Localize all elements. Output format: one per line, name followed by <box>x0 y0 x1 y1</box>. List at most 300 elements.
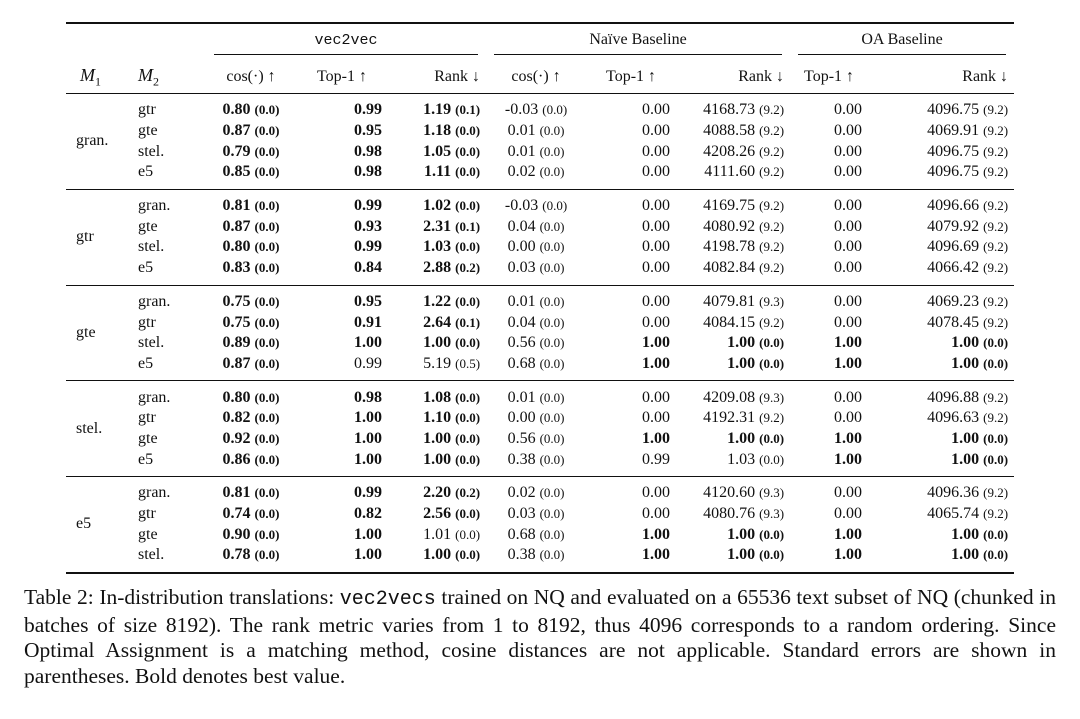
oa-rank-cell-value: 1.00 <box>951 546 980 564</box>
vec2vec-rank-cell-std-error: (0.1) <box>455 314 481 330</box>
vec2vec-top1-cell <box>296 429 388 450</box>
naive-rank-cell-value: 1.00 <box>727 429 756 447</box>
oa-rank-cell-value: 4096.66 <box>927 197 980 215</box>
naive-top1-cell <box>586 381 676 408</box>
naive-top1-cell <box>586 524 676 545</box>
vec2vec-rank-cell-value: 2.20 <box>423 484 452 502</box>
naive-cos-cell-value: 0.00 <box>507 238 536 256</box>
vec2vec-cos-cell <box>206 545 296 572</box>
vec2vec-top1-cell-value: 1.00 <box>354 525 382 543</box>
naive-cos-cell <box>486 477 586 504</box>
vec2vec-top1-cell <box>296 524 388 545</box>
naive-top1-cell-value: 0.00 <box>642 197 671 215</box>
m2-model-label: gran. <box>138 388 171 406</box>
vec2vec-rank-cell <box>388 477 486 504</box>
vec2vec-cos-cell-std-error: (0.0) <box>254 293 280 309</box>
naive-top1-cell-value: 1.00 <box>642 525 671 543</box>
oa-rank-cell-std-error: (9.2) <box>983 293 1009 309</box>
naive-cos-cell-value: 0.04 <box>507 217 536 235</box>
oa-rank-cell <box>868 216 1014 237</box>
naive-cos-cell-value: -0.03 <box>504 197 539 215</box>
naive-cos-cell-std-error: (0.0) <box>539 314 565 330</box>
naive-cos-cell-std-error: (0.0) <box>539 451 565 467</box>
naive-rank-cell-std-error: (9.2) <box>759 218 785 234</box>
vec2vec-rank-cell-value: 1.08 <box>423 388 452 406</box>
vec2vec-top1-cell-value: 1.00 <box>354 450 382 468</box>
vec2vec-top1-cell-value: 1.00 <box>354 409 382 427</box>
naive-cos-cell-std-error: (0.0) <box>539 335 565 351</box>
header-vec2vec-rank: Rank ↓ <box>434 68 481 85</box>
naive-top1-cell-value: 0.00 <box>642 238 671 256</box>
naive-cos-cell <box>486 408 586 429</box>
oa-rank-cell-value: 4066.42 <box>927 259 980 277</box>
vec2vec-rank-cell <box>388 162 486 189</box>
vec2vec-rank-cell-value: 1.10 <box>423 409 452 427</box>
header-vec2vec-top1: Top-1 ↑ <box>317 68 367 85</box>
oa-rank-cell <box>868 477 1014 504</box>
naive-rank-cell-value: 4082.84 <box>703 259 756 277</box>
naive-rank-cell <box>676 477 790 504</box>
vec2vec-rank-cell <box>388 237 486 258</box>
naive-cos-cell-value: 0.01 <box>507 142 536 160</box>
vec2vec-cos-cell-std-error: (0.0) <box>254 239 280 255</box>
naive-rank-cell-value: 4120.60 <box>703 484 756 502</box>
oa-top1-cell-value: 1.00 <box>834 334 863 352</box>
naive-top1-cell <box>586 94 676 121</box>
oa-top1-cell <box>790 477 868 504</box>
naive-top1-cell-value: 0.00 <box>642 292 671 310</box>
naive-top1-cell <box>586 504 676 525</box>
vec2vec-cos-cell <box>206 381 296 408</box>
table-row <box>66 312 1014 333</box>
group-vec2vec: vec2vec <box>206 24 486 61</box>
table-row <box>66 333 1014 354</box>
naive-rank-cell <box>676 545 790 572</box>
table-row <box>66 477 1014 504</box>
naive-top1-cell-value: 1.00 <box>642 354 671 372</box>
naive-cos-cell <box>486 524 586 545</box>
table-row <box>66 545 1014 572</box>
vec2vec-rank-cell-std-error: (0.0) <box>455 506 481 522</box>
vec2vec-rank-cell-std-error: (0.0) <box>455 239 481 255</box>
vec2vec-cos-cell <box>206 449 296 476</box>
vec2vec-cos-cell-value: 0.75 <box>222 313 251 331</box>
oa-top1-cell <box>790 524 868 545</box>
naive-rank-cell-value: 4088.58 <box>703 122 756 140</box>
m2-model-label: gran. <box>138 484 171 502</box>
oa-rank-cell <box>868 121 1014 142</box>
vec2vec-cos-cell-value: 0.87 <box>222 354 251 372</box>
oa-rank-cell-value: 4069.91 <box>927 122 980 140</box>
vec2vec-rank-cell-std-error: (0.2) <box>455 485 481 501</box>
oa-rank-cell-std-error: (0.0) <box>983 547 1009 563</box>
vec2vec-rank-cell <box>388 333 486 354</box>
vec2vec-rank-cell-std-error: (0.0) <box>455 526 481 542</box>
vec2vec-cos-cell-std-error: (0.0) <box>254 143 280 159</box>
vec2vec-rank-cell-std-error: (0.0) <box>455 198 481 214</box>
oa-rank-cell-value: 1.00 <box>951 525 980 543</box>
column-header-row <box>66 61 1014 94</box>
vec2vec-cos-cell-std-error: (0.0) <box>254 485 280 501</box>
m2-model-label: gte <box>138 429 158 447</box>
vec2vec-top1-cell-value: 1.00 <box>354 546 382 564</box>
vec2vec-top1-cell-value: 0.91 <box>354 313 382 331</box>
oa-top1-cell <box>790 545 868 572</box>
naive-cos-cell <box>486 429 586 450</box>
naive-rank-cell-value: 1.00 <box>727 334 756 352</box>
naive-top1-cell-value: 0.00 <box>642 101 671 119</box>
vec2vec-cos-cell-value: 0.86 <box>222 450 251 468</box>
oa-top1-cell <box>790 286 868 313</box>
oa-rank-cell <box>868 354 1014 381</box>
naive-rank-cell <box>676 258 790 285</box>
oa-rank-cell-value: 4069.23 <box>927 292 980 310</box>
vec2vec-top1-cell <box>296 381 388 408</box>
vec2vec-rank-cell-std-error: (0.0) <box>455 164 481 180</box>
naive-top1-cell <box>586 237 676 258</box>
vec2vec-cos-cell-std-error: (0.0) <box>254 314 280 330</box>
oa-rank-cell <box>868 545 1014 572</box>
oa-rank-cell <box>868 162 1014 189</box>
vec2vec-top1-cell <box>296 477 388 504</box>
naive-top1-cell-value: 1.00 <box>642 546 671 564</box>
naive-cos-cell-std-error: (0.0) <box>539 218 565 234</box>
vec2vec-rank-cell <box>388 312 486 333</box>
vec2vec-cos-cell <box>206 312 296 333</box>
naive-rank-cell-std-error: (9.2) <box>759 102 785 118</box>
header-naive-top1: Top-1 ↑ <box>606 68 657 85</box>
m2-model-label: e5 <box>138 163 154 181</box>
naive-rank-cell-std-error: (0.0) <box>759 335 785 351</box>
m2-model-label: gtr <box>138 409 156 427</box>
naive-cos-cell-value: 0.38 <box>507 546 536 564</box>
m1-model-label: gran. <box>76 132 109 150</box>
vec2vec-top1-cell-value: 0.99 <box>354 484 382 502</box>
naive-rank-cell <box>676 449 790 476</box>
vec2vec-rank-cell-value: 1.00 <box>423 546 452 564</box>
vec2vec-rank-cell-std-error: (0.0) <box>455 293 481 309</box>
naive-cos-cell-value: -0.03 <box>504 101 539 119</box>
vec2vec-cos-cell-value: 0.74 <box>222 505 251 523</box>
vec2vec-top1-cell <box>296 121 388 142</box>
table-row <box>66 141 1014 162</box>
naive-cos-cell-std-error: (0.0) <box>539 260 565 276</box>
vec2vec-cos-cell-std-error: (0.0) <box>254 198 280 214</box>
naive-rank-cell-value: 4209.08 <box>703 388 756 406</box>
oa-rank-cell <box>868 312 1014 333</box>
m1-model-label: e5 <box>76 515 92 533</box>
oa-rank-cell-std-error: (9.2) <box>983 143 1009 159</box>
m2-model-label: stel. <box>138 142 165 160</box>
naive-top1-cell <box>586 449 676 476</box>
naive-rank-cell-value: 4079.81 <box>703 292 756 310</box>
vec2vec-cos-cell-std-error: (0.0) <box>254 355 280 371</box>
oa-top1-cell-value: 0.00 <box>834 101 863 119</box>
results-table <box>66 24 1014 572</box>
vec2vec-rank-cell-std-error: (0.0) <box>455 430 481 446</box>
naive-cos-cell-std-error: (0.0) <box>539 164 565 180</box>
naive-rank-cell-std-error: (9.2) <box>759 410 785 426</box>
vec2vec-top1-cell <box>296 545 388 572</box>
naive-rank-cell <box>676 121 790 142</box>
oa-rank-cell-value: 4079.92 <box>927 217 980 235</box>
oa-rank-cell-value: 1.00 <box>951 334 980 352</box>
vec2vec-rank-cell-std-error: (0.0) <box>455 389 481 405</box>
table-row <box>66 524 1014 545</box>
naive-cos-cell-std-error: (0.0) <box>539 355 565 371</box>
vec2vec-cos-cell-value: 0.80 <box>222 101 251 119</box>
naive-cos-cell-value: 0.01 <box>507 388 536 406</box>
header-naive-rank: Rank ↓ <box>738 68 785 85</box>
naive-rank-cell-std-error: (9.2) <box>759 164 785 180</box>
oa-rank-cell-value: 1.00 <box>951 450 980 468</box>
naive-rank-cell <box>676 94 790 121</box>
vec2vec-top1-cell-value: 0.99 <box>354 354 382 372</box>
vec2vec-cos-cell <box>206 286 296 313</box>
vec2vec-cos-cell-value: 0.81 <box>222 197 251 215</box>
naive-top1-cell <box>586 216 676 237</box>
naive-cos-cell-std-error: (0.0) <box>539 389 565 405</box>
vec2vec-rank-cell-value: 2.31 <box>423 217 452 235</box>
naive-top1-cell <box>586 190 676 217</box>
vec2vec-cos-cell <box>206 141 296 162</box>
oa-rank-cell-value: 4065.74 <box>927 505 980 523</box>
vec2vec-cos-cell-std-error: (0.0) <box>254 526 280 542</box>
oa-rank-cell-std-error: (9.2) <box>983 239 1009 255</box>
oa-rank-cell-value: 4078.45 <box>927 313 980 331</box>
oa-rank-cell-std-error: (9.2) <box>983 102 1009 118</box>
vec2vec-rank-cell-std-error: (0.0) <box>455 143 481 159</box>
header-oa-rank: Rank ↓ <box>962 68 1009 85</box>
vec2vec-rank-cell <box>388 141 486 162</box>
naive-cos-cell-std-error: (0.0) <box>539 430 565 446</box>
naive-rank-cell-value: 1.00 <box>727 525 756 543</box>
naive-top1-cell-value: 0.00 <box>642 505 671 523</box>
oa-rank-cell-std-error: (9.2) <box>983 410 1009 426</box>
table-row <box>66 162 1014 189</box>
vec2vec-top1-cell-value: 1.00 <box>354 334 382 352</box>
oa-rank-cell <box>868 429 1014 450</box>
vec2vec-cos-cell <box>206 408 296 429</box>
vec2vec-top1-cell <box>296 504 388 525</box>
oa-rank-cell <box>868 333 1014 354</box>
vec2vec-cos-cell-std-error: (0.0) <box>254 410 280 426</box>
naive-cos-cell <box>486 504 586 525</box>
oa-top1-cell <box>790 429 868 450</box>
table-row <box>66 258 1014 285</box>
m2-model-label: gte <box>138 525 158 543</box>
oa-rank-cell-std-error: (0.0) <box>983 451 1009 467</box>
vec2vec-cos-cell-value: 0.81 <box>222 484 251 502</box>
naive-cos-cell-value: 0.03 <box>507 505 536 523</box>
naive-cos-cell <box>486 162 586 189</box>
oa-top1-cell <box>790 162 868 189</box>
vec2vec-rank-cell-value: 1.19 <box>423 101 452 119</box>
results-table-container <box>66 22 1014 574</box>
vec2vec-rank-cell-value: 1.00 <box>423 429 452 447</box>
vec2vec-rank-cell-value: 1.18 <box>423 122 452 140</box>
naive-rank-cell-std-error: (0.0) <box>759 547 785 563</box>
oa-rank-cell <box>868 449 1014 476</box>
vec2vec-rank-cell <box>388 121 486 142</box>
oa-top1-cell <box>790 381 868 408</box>
oa-rank-cell-std-error: (9.2) <box>983 123 1009 139</box>
naive-rank-cell-std-error: (9.2) <box>759 260 785 276</box>
oa-top1-cell-value: 0.00 <box>834 505 863 523</box>
naive-cos-cell-std-error: (0.0) <box>539 293 565 309</box>
vec2vec-rank-cell-std-error: (0.1) <box>455 102 481 118</box>
table-row <box>66 354 1014 381</box>
vec2vec-rank-cell-std-error: (0.1) <box>455 218 481 234</box>
naive-cos-cell-std-error: (0.0) <box>542 198 568 214</box>
naive-cos-cell <box>486 141 586 162</box>
vec2vec-top1-cell <box>296 449 388 476</box>
naive-top1-cell-value: 0.00 <box>642 313 671 331</box>
naive-rank-cell-value: 4111.60 <box>704 163 756 181</box>
oa-rank-cell <box>868 504 1014 525</box>
naive-rank-cell <box>676 237 790 258</box>
vec2vec-rank-cell <box>388 504 486 525</box>
naive-rank-cell-std-error: (9.2) <box>759 239 785 255</box>
naive-rank-cell-std-error: (9.3) <box>759 506 785 522</box>
oa-rank-cell-std-error: (9.2) <box>983 198 1009 214</box>
vec2vec-top1-cell-value: 0.84 <box>354 259 382 277</box>
oa-rank-cell-std-error: (0.0) <box>983 355 1009 371</box>
naive-cos-cell-value: 0.56 <box>507 334 536 352</box>
vec2vec-rank-cell-value: 1.00 <box>423 450 452 468</box>
vec2vec-cos-cell-std-error: (0.0) <box>254 260 280 276</box>
naive-rank-cell-value: 1.00 <box>727 546 756 564</box>
vec2vec-top1-cell <box>296 286 388 313</box>
naive-rank-cell <box>676 524 790 545</box>
vec2vec-rank-cell <box>388 190 486 217</box>
naive-rank-cell-value: 4208.26 <box>703 142 756 160</box>
vec2vec-cos-cell <box>206 354 296 381</box>
vec2vec-top1-cell-value: 0.95 <box>354 122 382 140</box>
naive-rank-cell <box>676 141 790 162</box>
oa-top1-cell-value: 0.00 <box>834 217 863 235</box>
naive-cos-cell-value: 0.68 <box>507 525 536 543</box>
naive-top1-cell-value: 0.99 <box>642 450 671 468</box>
oa-rank-cell-std-error: (9.2) <box>983 164 1009 180</box>
oa-top1-cell-value: 0.00 <box>834 292 863 310</box>
oa-rank-cell-std-error: (9.2) <box>983 218 1009 234</box>
vec2vec-rank-cell <box>388 545 486 572</box>
oa-top1-cell <box>790 94 868 121</box>
naive-rank-cell <box>676 162 790 189</box>
oa-rank-cell-value: 1.00 <box>951 429 980 447</box>
naive-top1-cell-value: 0.00 <box>642 388 671 406</box>
vec2vec-rank-cell-std-error: (0.2) <box>455 260 481 276</box>
oa-top1-cell <box>790 354 868 381</box>
oa-top1-cell-value: 1.00 <box>834 354 863 372</box>
vec2vec-rank-cell-std-error: (0.5) <box>455 355 481 371</box>
naive-cos-cell <box>486 258 586 285</box>
naive-top1-cell <box>586 121 676 142</box>
vec2vec-cos-cell <box>206 121 296 142</box>
vec2vec-cos-cell-value: 0.75 <box>222 292 251 310</box>
naive-top1-cell <box>586 258 676 285</box>
header-m1: $M_1$ <box>80 64 101 89</box>
vec2vec-rank-cell-value: 2.56 <box>423 505 452 523</box>
oa-top1-cell-value: 0.00 <box>834 484 863 502</box>
naive-top1-cell <box>586 408 676 429</box>
oa-rank-cell-value: 4096.75 <box>927 163 980 181</box>
naive-cos-cell <box>486 94 586 121</box>
vec2vec-top1-cell <box>296 258 388 285</box>
naive-top1-cell-value: 1.00 <box>642 334 671 352</box>
oa-top1-cell-value: 1.00 <box>834 546 863 564</box>
oa-rank-cell-std-error: (9.2) <box>983 314 1009 330</box>
oa-top1-cell <box>790 216 868 237</box>
vec2vec-rank-cell-value: 2.88 <box>423 259 452 277</box>
vec2vec-top1-cell <box>296 216 388 237</box>
vec2vec-cos-cell-value: 0.80 <box>222 238 251 256</box>
vec2vec-top1-cell-value: 0.93 <box>354 217 382 235</box>
vec2vec-cos-cell-value: 0.79 <box>222 142 251 160</box>
naive-rank-cell <box>676 312 790 333</box>
naive-top1-cell <box>586 286 676 313</box>
naive-cos-cell <box>486 121 586 142</box>
vec2vec-rank-cell-value: 1.02 <box>423 197 452 215</box>
naive-cos-cell-value: 0.38 <box>507 450 536 468</box>
m2-model-label: stel. <box>138 546 165 564</box>
oa-rank-cell-std-error: (9.2) <box>983 485 1009 501</box>
m2-model-label: gte <box>138 217 158 235</box>
oa-top1-cell <box>790 408 868 429</box>
vec2vec-cos-cell <box>206 333 296 354</box>
oa-top1-cell-value: 1.00 <box>834 525 863 543</box>
naive-rank-cell-value: 4198.78 <box>703 238 756 256</box>
oa-top1-cell-value: 0.00 <box>834 142 863 160</box>
table-row <box>66 216 1014 237</box>
naive-cos-cell-std-error: (0.0) <box>539 485 565 501</box>
naive-top1-cell-value: 1.00 <box>642 429 671 447</box>
m2-model-label: gte <box>138 122 158 140</box>
naive-cos-cell-value: 0.04 <box>507 313 536 331</box>
m2-model-label: gtr <box>138 505 156 523</box>
vec2vec-cos-cell <box>206 258 296 285</box>
table-row <box>66 190 1014 217</box>
naive-rank-cell-std-error: (0.0) <box>759 526 785 542</box>
oa-rank-cell <box>868 141 1014 162</box>
naive-cos-cell-value: 0.03 <box>507 259 536 277</box>
naive-cos-cell-std-error: (0.0) <box>542 102 568 118</box>
vec2vec-cos-cell <box>206 190 296 217</box>
vec2vec-cos-cell-std-error: (0.0) <box>254 547 280 563</box>
oa-rank-cell-value: 4096.36 <box>927 484 980 502</box>
vec2vec-cos-cell <box>206 216 296 237</box>
group-oa-baseline: OA Baseline <box>790 24 1014 61</box>
m2-model-label: stel. <box>138 334 165 352</box>
naive-rank-cell-std-error: (9.2) <box>759 143 785 159</box>
vec2vec-rank-cell-std-error: (0.0) <box>455 451 481 467</box>
vec2vec-top1-cell <box>296 333 388 354</box>
oa-rank-cell <box>868 258 1014 285</box>
naive-rank-cell-value: 4084.15 <box>703 313 756 331</box>
m1-model-label: stel. <box>76 419 103 437</box>
m2-model-label: e5 <box>138 354 154 372</box>
oa-rank-cell-value: 4096.69 <box>927 238 980 256</box>
naive-rank-cell <box>676 354 790 381</box>
table-caption: Table 2: In-distribution translations: vec2vecs trained on NQ and evaluated on a 65536 text subset of NQ (chunked in batches of size 8192). The rank metric varies from 1 to 8192, thus 4096 corresponds to a random ordering. Since Optimal Assignment is a matching method, cosine distances are not applicable. Standard errors are shown in parentheses. Bold denotes best value. <box>24 585 1056 688</box>
oa-top1-cell-value: 0.00 <box>834 122 863 140</box>
naive-top1-cell-value: 0.00 <box>642 122 671 140</box>
naive-cos-cell-std-error: (0.0) <box>539 239 565 255</box>
naive-rank-cell-std-error: (0.0) <box>759 355 785 371</box>
naive-cos-cell <box>486 312 586 333</box>
vec2vec-rank-cell-value: 1.00 <box>423 334 452 352</box>
